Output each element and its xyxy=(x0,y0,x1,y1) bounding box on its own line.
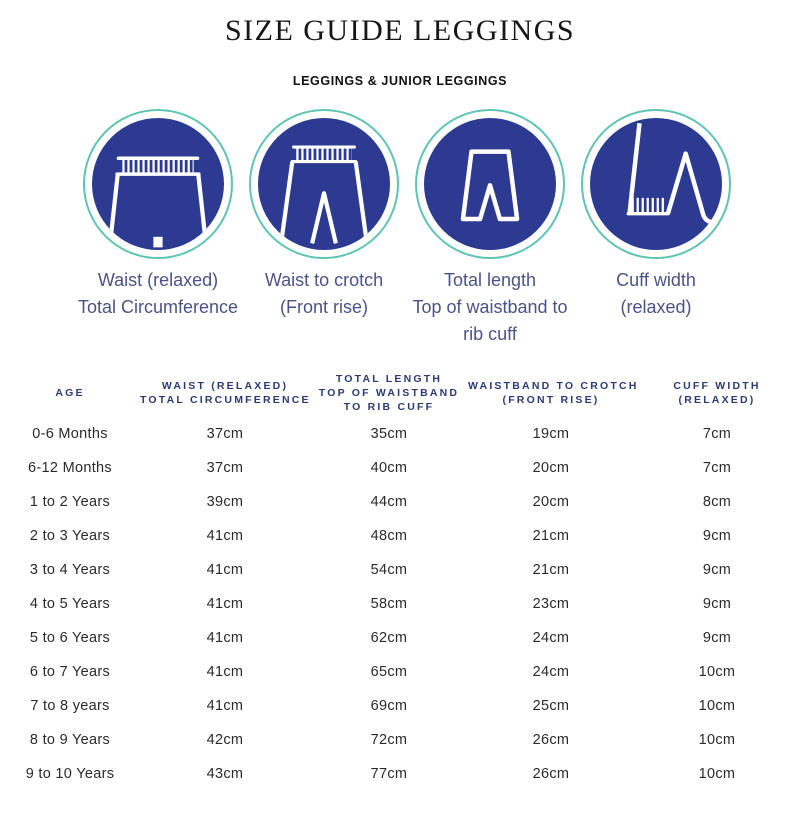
measurement-label-line: Waist (relaxed) xyxy=(97,270,219,290)
measurement-value-cell: 10cm xyxy=(698,664,736,680)
measurement-value-cell: 10cm xyxy=(698,698,736,714)
age-cell: 4 to 5 Years xyxy=(29,596,111,612)
measurement-value-cell: 69cm xyxy=(370,698,408,714)
measurement-value-cell: 21cm xyxy=(532,528,570,544)
measurement-label-line: (Front rise) xyxy=(279,297,368,317)
measurement-value-cell: 43cm xyxy=(206,766,244,782)
page-title: SIZE GUIDE LEGGINGS xyxy=(224,14,576,47)
column-header-waist xyxy=(140,379,310,407)
measurement-value-cell: 41cm xyxy=(206,630,244,646)
header-line: TOTAL LENGTH xyxy=(335,373,443,385)
measurement-value-cell: 24cm xyxy=(532,630,570,646)
measurement-label-line: Total Circumference xyxy=(77,297,239,317)
measurement-label-line: (relaxed) xyxy=(620,297,692,317)
measurement-value-cell: 7cm xyxy=(702,460,732,476)
measurement-value-cell: 35cm xyxy=(370,426,408,442)
measurement-value-cell: 9cm xyxy=(702,528,732,544)
measurement-value-cell: 26cm xyxy=(532,766,570,782)
measurement-value-cell: 26cm xyxy=(532,732,570,748)
icon-ring xyxy=(415,109,565,259)
measurement-value-cell: 41cm xyxy=(206,562,244,578)
measurement-value-cell: 21cm xyxy=(532,562,570,578)
age-cell: 7 to 8 years xyxy=(30,698,110,714)
measurement-value-cell: 72cm xyxy=(370,732,408,748)
size-guide-page xyxy=(0,14,800,814)
cuff-width-icon xyxy=(590,118,722,250)
header-line: (RELAXED) xyxy=(678,394,756,406)
age-cell: 2 to 3 Years xyxy=(29,528,111,544)
measurement-cuff-width xyxy=(580,109,732,321)
age-cell: 8 to 9 Years xyxy=(29,732,111,748)
header-line: AGE xyxy=(55,387,85,399)
measurement-value-cell: 10cm xyxy=(698,766,736,782)
measurement-value-cell: 41cm xyxy=(206,528,244,544)
size-table-body xyxy=(0,417,800,791)
header-line: TOTAL CIRCUMFERENCE xyxy=(140,394,311,406)
age-cell: 6 to 7 Years xyxy=(29,664,111,680)
measurement-value-cell: 20cm xyxy=(532,494,570,510)
measurement-label-line: Cuff width xyxy=(616,270,696,290)
measurement-value-cell: 62cm xyxy=(370,630,408,646)
table-row xyxy=(0,553,800,587)
header-line: TO RIB CUFF xyxy=(343,401,435,413)
section-subtitle: LEGGINGS & JUNIOR LEGGINGS xyxy=(292,74,508,88)
measurement-value-cell: 58cm xyxy=(370,596,408,612)
table-row xyxy=(0,723,800,757)
size-table-header xyxy=(0,369,800,417)
age-cell: 5 to 6 Years xyxy=(29,630,111,646)
table-row xyxy=(0,519,800,553)
table-row xyxy=(0,757,800,791)
measurement-label-line: rib cuff xyxy=(463,324,517,344)
measurement-value-cell: 9cm xyxy=(702,596,732,612)
icon-circle xyxy=(424,118,556,250)
measurement-value-cell: 40cm xyxy=(370,460,408,476)
table-row xyxy=(0,655,800,689)
measurement-value-cell: 44cm xyxy=(370,494,408,510)
age-cell: 6-12 Months xyxy=(28,460,112,476)
column-header-total-length xyxy=(310,372,468,414)
measurement-value-cell: 39cm xyxy=(206,494,244,510)
measurement-value-cell: 9cm xyxy=(702,562,732,578)
measurement-value-cell: 20cm xyxy=(532,460,570,476)
measurement-value-cell: 7cm xyxy=(702,426,732,442)
measurement-value-cell: 23cm xyxy=(532,596,570,612)
age-cell: 9 to 10 Years xyxy=(25,766,115,782)
measurement-value-cell: 9cm xyxy=(702,630,732,646)
measurement-value-cell: 65cm xyxy=(370,664,408,680)
measurement-value-cell: 41cm xyxy=(206,596,244,612)
table-row xyxy=(0,689,800,723)
measurement-value-cell: 37cm xyxy=(206,426,244,442)
measurement-value-cell: 37cm xyxy=(206,460,244,476)
measurement-icons-row xyxy=(14,109,800,348)
measurement-value-cell: 42cm xyxy=(206,732,244,748)
icon-ring xyxy=(83,109,233,259)
measurement-waist-to-crotch xyxy=(248,109,400,321)
header-line: WAISTBAND TO CROTCH xyxy=(468,380,639,392)
table-row xyxy=(0,451,800,485)
header-line: WAIST (RELAXED) xyxy=(161,380,289,392)
measurement-value-cell: 41cm xyxy=(206,698,244,714)
table-row xyxy=(0,485,800,519)
measurement-value-cell: 48cm xyxy=(370,528,408,544)
waistband-circumference-icon xyxy=(92,118,224,250)
table-row xyxy=(0,587,800,621)
column-header-crotch xyxy=(468,379,639,407)
icon-circle xyxy=(258,118,390,250)
header-line: TOP OF WAISTBAND xyxy=(318,387,460,399)
measurement-value-cell: 77cm xyxy=(370,766,408,782)
measurement-value-cell: 8cm xyxy=(702,494,732,510)
table-row xyxy=(0,621,800,655)
column-header-cuff xyxy=(634,379,800,407)
table-row xyxy=(0,417,800,451)
measurement-label-line: Total length xyxy=(443,270,537,290)
total-length-icon xyxy=(424,118,556,250)
measurement-value-cell: 24cm xyxy=(532,664,570,680)
icon-circle xyxy=(590,118,722,250)
column-header-age xyxy=(0,386,140,400)
measurement-value-cell: 10cm xyxy=(698,732,736,748)
measurement-value-cell: 25cm xyxy=(532,698,570,714)
measurement-value-cell: 54cm xyxy=(370,562,408,578)
measurement-waist-circumference xyxy=(77,109,239,321)
measurement-label-line: Waist to crotch xyxy=(264,270,384,290)
header-line: CUFF WIDTH xyxy=(673,380,761,392)
header-line: (FRONT RISE) xyxy=(502,394,600,406)
age-cell: 0-6 Months xyxy=(32,426,108,442)
measurement-total-length xyxy=(414,109,566,348)
icon-ring xyxy=(581,109,731,259)
measurement-label-line: Top of waistband to xyxy=(412,297,568,317)
icon-ring xyxy=(249,109,399,259)
icon-circle xyxy=(92,118,224,250)
age-cell: 1 to 2 Years xyxy=(29,494,111,510)
waist-to-crotch-icon xyxy=(258,118,390,250)
measurement-value-cell: 41cm xyxy=(206,664,244,680)
size-table xyxy=(0,369,800,791)
age-cell: 3 to 4 Years xyxy=(29,562,111,578)
measurement-value-cell: 19cm xyxy=(532,426,570,442)
measurement-label xyxy=(550,267,762,321)
